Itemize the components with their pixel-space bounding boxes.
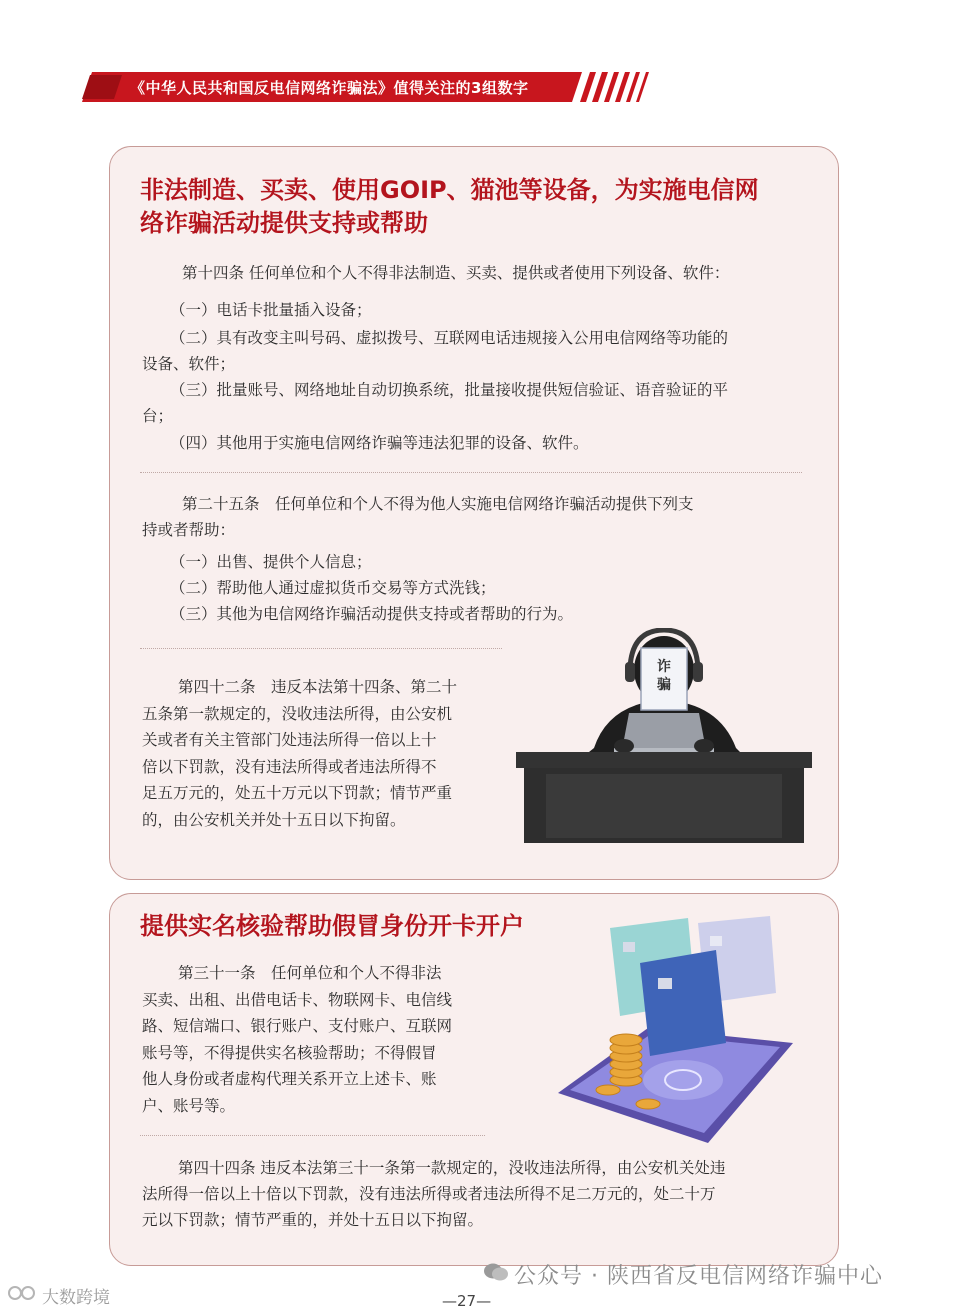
fraud-sign-char: 诈	[657, 659, 671, 675]
article44-line3: 元以下罚款；情节严重的，并处十五日以下拘留。	[142, 1211, 484, 1229]
page-number: —27—	[442, 1292, 492, 1310]
article25-intro-b: 持或者帮助：	[142, 521, 236, 539]
section1-heading	[140, 174, 759, 240]
article42-line: 关或者有关主管部门处违法所得一倍以上十	[142, 731, 437, 749]
article42-line: 的，由公安机关并处十五日以下拘留。	[142, 810, 406, 829]
article31-line: 路、短信端口、银行账户、支付账户、互联网	[142, 1017, 453, 1035]
phone-cards-illustration	[548, 908, 798, 1148]
article25-item1: （一）出售、提供个人信息；	[170, 553, 372, 571]
article14-intro: 第十四条 任何单位和个人不得非法制造、买卖、提供或者使用下列设备、软件：	[182, 264, 730, 282]
logo-icon	[6, 1284, 44, 1302]
article42-line: 第四十二条 违反本法第十四条、第二十	[178, 678, 458, 696]
fraudster-illustration	[514, 628, 814, 843]
article14-item2a: （二）具有改变主叫号码、虚拟拨号、互联网电话违规接入公用电信网络等功能的	[170, 329, 729, 347]
section1-heading-line1: 非法制造、买卖、使用GOIP、猫池等设备，为实施电信网	[140, 176, 759, 204]
article14-item1: （一）电话卡批量插入设备；	[170, 301, 372, 319]
article14-item3a: （三）批量账号、网络地址自动切换系统，批量接收提供短信验证、语音验证的平	[170, 381, 729, 399]
article31-line: 户、账号等。	[142, 1096, 236, 1115]
article42-line: 倍以下罚款，没有违法所得或者违法所得不	[142, 757, 437, 776]
watermark-left: 大数跨境	[42, 1288, 110, 1308]
wechat-icon	[483, 1262, 509, 1282]
banner-title: 《中华人民共和国反电信网络诈骗法》值得关注的3组数字	[130, 79, 529, 97]
article25-item2: （二）帮助他人通过虚拟货币交易等方式洗钱；	[170, 579, 496, 597]
divider	[140, 648, 502, 649]
divider	[140, 472, 802, 473]
article31-line: 他人身份或者虚构代理关系开立上述卡、账	[142, 1070, 437, 1088]
article31	[142, 960, 452, 1119]
phone-cards-graphic	[548, 908, 798, 1148]
divider	[140, 1135, 485, 1136]
article44-line2: 法所得一倍以上十倍以下罚款，没有违法所得或者违法所得不足二万元的，处二十万	[142, 1185, 716, 1203]
section1-heading-line2: 络诈骗活动提供支持或帮助	[140, 209, 428, 237]
article14-item4: （四）其他用于实施电信网络诈骗等违法犯罪的设备、软件。	[170, 434, 589, 452]
section2-heading: 提供实名核验帮助假冒身份开卡开户	[140, 912, 524, 940]
fraud-sign-char: 骗	[657, 677, 671, 693]
article31-line: 账号等，不得提供实名核验帮助；不得假冒	[142, 1043, 437, 1062]
article44-line1: 第四十四条 违反本法第三十一条第一款规定的，没收违法所得，由公安机关处违	[178, 1159, 726, 1177]
article42	[142, 674, 457, 833]
watermark-account: 公众号 · 陕西省反电信网络诈骗中心	[514, 1264, 883, 1289]
article25-intro-a: 第二十五条 任何单位和个人不得为他人实施电信网络诈骗活动提供下列支	[182, 495, 694, 513]
article14-item2b: 设备、软件；	[142, 355, 236, 373]
article31-line: 第三十一条 任何单位和个人不得非法	[178, 964, 442, 982]
article42-line: 足五万元的，处五十万元以下罚款；情节严重	[142, 784, 453, 802]
header-banner	[82, 72, 657, 102]
article42-line: 五条第一款规定的，没收违法所得，由公安机	[142, 704, 453, 723]
fraud-sign	[655, 658, 673, 694]
article14-item3b: 台；	[142, 407, 174, 425]
article25-item3: （三）其他为电信网络诈骗活动提供支持或者帮助的行为。	[170, 605, 574, 623]
article31-line: 买卖、出租、出借电话卡、物联网卡、电信线	[142, 990, 453, 1009]
